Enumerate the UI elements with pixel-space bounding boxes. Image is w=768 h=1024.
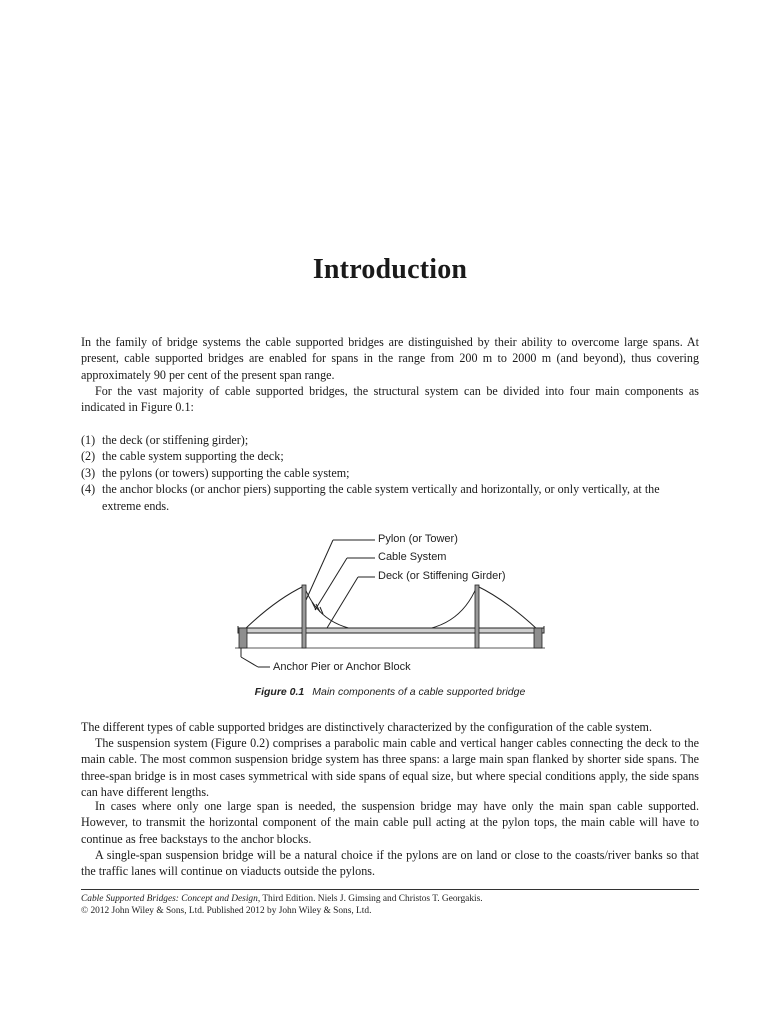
- paragraph-intro: In the family of bridge systems the cable supported bridges are distinguished by their ability to overcome large spans. At present, cable supported bridges are enabled for spans in the range from 200 m to 2000 m (and beyond), thus covering approximately 90 per cent of the present span range.: [81, 335, 699, 382]
- list-item: (2) the cable system supporting the deck;: [81, 449, 284, 464]
- paragraph-choice: A single-span suspension bridge will be a natural choice if the pylons are on land or close to the coasts/river banks so that the traffic lanes will continue on viaducts outside the pylons.: [81, 848, 699, 879]
- paragraph-components: For the vast majority of cable supported bridges, the structural system can be divided into four main components as indicated in Figure 0.1:: [81, 384, 699, 415]
- label-pylon: Pylon (or Tower): [378, 533, 458, 545]
- figure-bridge-diagram: [230, 530, 550, 680]
- figure-number: Figure 0.1: [254, 686, 305, 698]
- chapter-title: Introduction: [312, 254, 468, 285]
- paragraph-types: The different types of cable supported bridges are distinctively characterized by the configuration of the cable system.: [81, 720, 652, 734]
- label-anchor: Anchor Pier or Anchor Block: [273, 661, 411, 673]
- footer-citation: [81, 894, 699, 906]
- book-title: Cable Supported Bridges: Concept and Design: [81, 894, 258, 904]
- pylon-right: [475, 585, 479, 648]
- label-cable-system: Cable System: [378, 551, 447, 563]
- side-span-cable-right: [477, 586, 538, 630]
- footer: [81, 894, 699, 917]
- component-list: [81, 432, 699, 514]
- book-details: , Third Edition. Niels J. Gimsing and Christos T. Georgakis.: [257, 894, 483, 904]
- footer-copyright: © 2012 John Wiley & Sons, Ltd. Published 2012 by John Wiley & Sons, Ltd.: [81, 905, 372, 916]
- leader-anchor-diag: [241, 657, 258, 667]
- figure-caption-text: Main components of a cable supported bridge: [312, 686, 526, 698]
- figure-caption: [0, 686, 768, 698]
- footer-rule: [81, 889, 699, 890]
- leader-pylon-diag: [306, 540, 333, 600]
- label-deck: Deck (or Stiffening Girder): [378, 570, 506, 582]
- anchor-block-left: [239, 628, 247, 648]
- side-span-cable-left: [244, 586, 304, 630]
- list-item: (1) the deck (or stiffening girder);: [81, 433, 249, 447]
- deck: [238, 628, 544, 633]
- anchor-block-right: [534, 628, 542, 648]
- list-item: (4) the anchor blocks (or anchor piers) supporting the cable system vertically and horizontally, or only vertically, at the extreme ends.: [81, 482, 660, 513]
- pylon-left: [302, 585, 306, 648]
- paragraph-single-span: In cases where only one large span is needed, the suspension bridge may have only the main span cable supported. However, to transmit the horizontal component of the main cable pull acting at the pylon tops, the main cable will have to continue as free backstays to the anchor blocks.: [81, 799, 699, 846]
- list-item: (3) the pylons (or towers) supporting the cable system;: [81, 465, 350, 480]
- main-span-cable: [304, 586, 477, 631]
- paragraph-suspension: The suspension system (Figure 0.2) comprises a parabolic main cable and vertical hanger cables connecting the deck to the main cable. The most common suspension bridge system has three spans: a large main span flanked by shorter side spans. The three-span bridge is in most cases symmetrical with side spans of equal size, but where special conditions apply, the side spans can have different lengths.: [81, 736, 699, 800]
